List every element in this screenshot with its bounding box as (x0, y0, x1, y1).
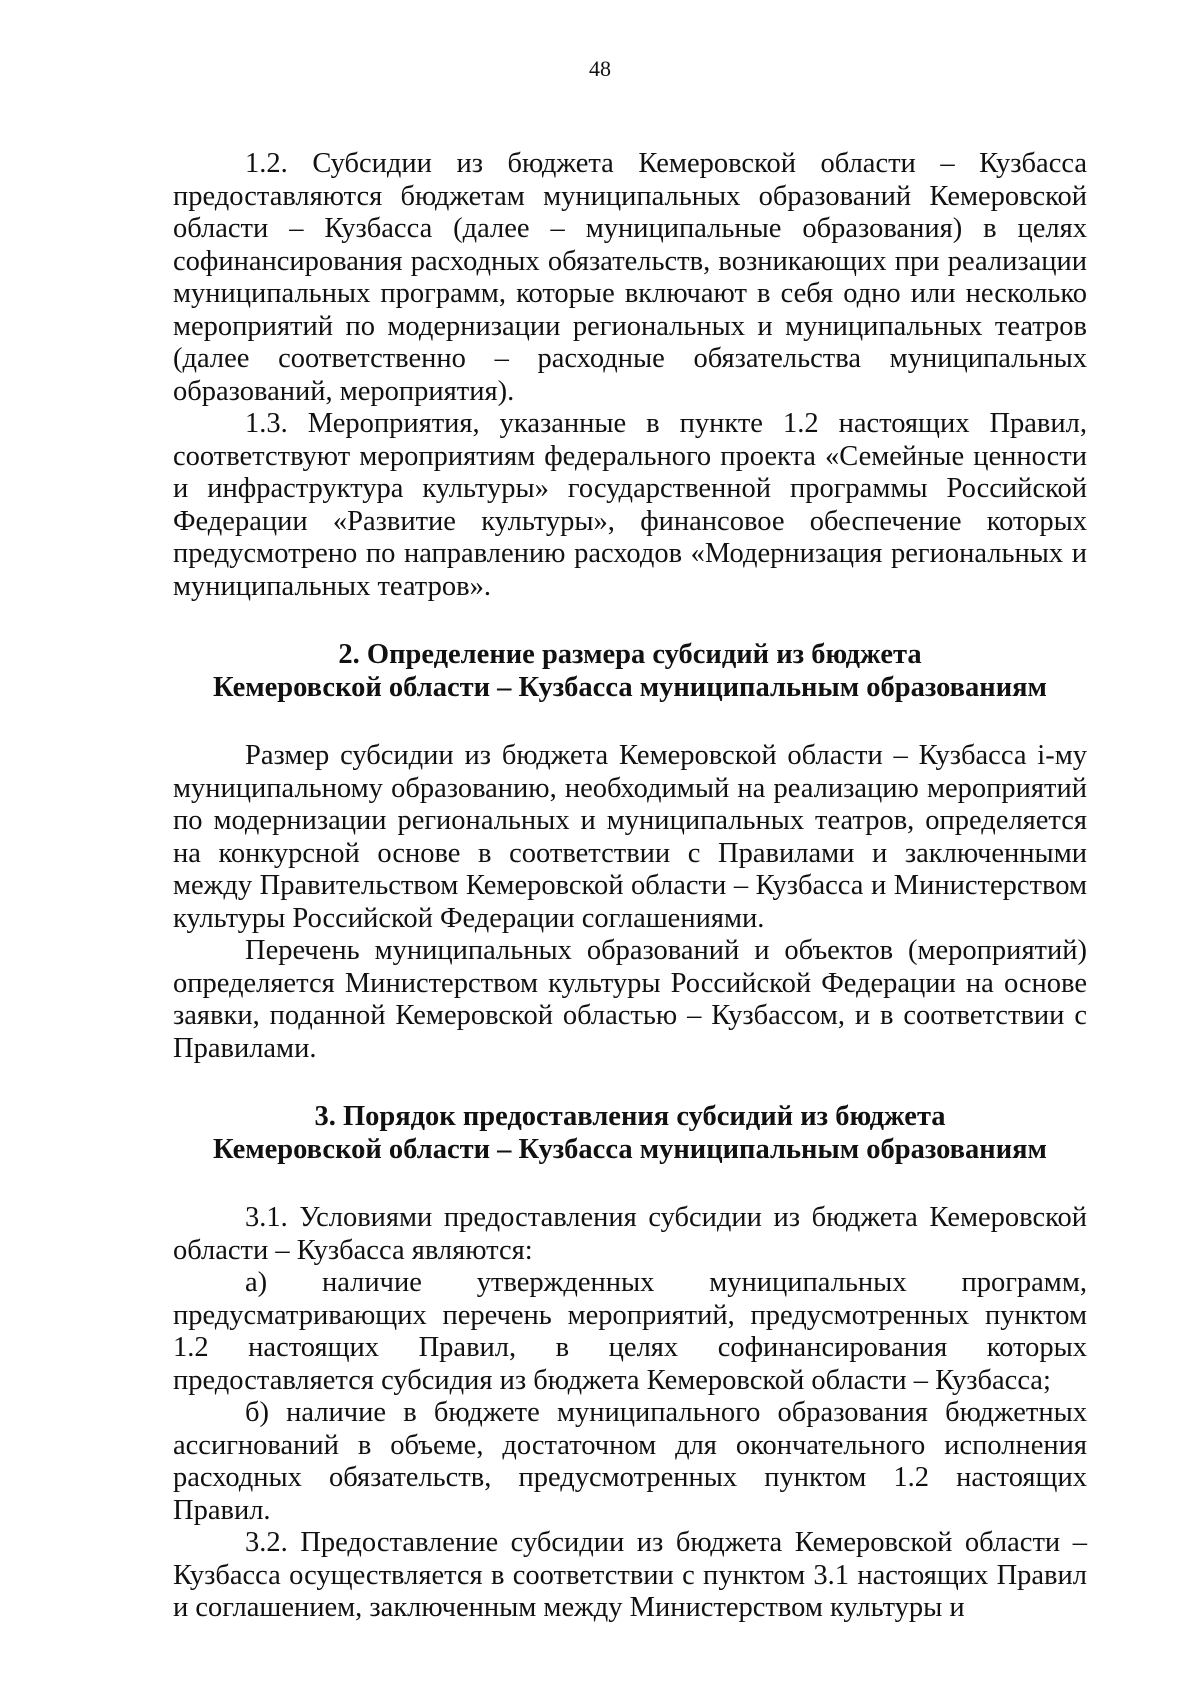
page-number: 48 (589, 56, 611, 81)
paragraph-2-1: Размер субсидии из бюджета Кемеровской области – Кузбасса i-му муниципальному образованию, необходимый на реализацию мероприятий по модернизации региональных и муниципальных театров, определяется на конкурсной основе в соответствии с Правилами и заключенными между Правительством Кемеровской области – Кузбасса и Министерством культуры Российской Федерации соглашениями. (173, 740, 1087, 934)
paragraph-1-3: 1.3. Мероприятия, указанные в пункте 1.2 настоящих Правил, соответствуют мероприятиям федерального проекта «Семейные ценности и инфраструктура культуры» государственной программы Российской Федерации «Развитие культуры», финансовое обеспечение которых предусмотрено по направлению расходов «Модернизация региональных и муниципальных театров». (173, 408, 1087, 602)
section-3-heading-line-1: 3. Порядок предоставления субсидий из бюджета (314, 1101, 946, 1132)
paragraph-3-1: 3.1. Условиями предоставления субсидии из бюджета Кемеровской области – Кузбасса являются: (173, 1202, 1087, 1266)
paragraph-3-1-b: б) наличие в бюджете муниципального образования бюджетных ассигнований в объеме, достаточном для окончательного исполнения расходных обязательств, предусмотренных пунктом 1.2 настоящих Правил. (173, 1397, 1087, 1526)
section-2-heading-line-2: Кемеровской области – Кузбасса муниципальным образованиям (213, 671, 1047, 703)
paragraph-3-1-a: а) наличие утвержденных муниципальных программ, предусматривающих перечень мероприятий, предусмотренных пунктом 1.2 настоящих Правил, в целях софинансирования которых предоставляется субсидия из бюджета Кемеровской области – Кузбасса; (173, 1267, 1087, 1396)
document-body (173, 148, 1087, 1625)
section-3-heading (173, 1101, 1087, 1166)
paragraph-1-2: 1.2. Субсидии из бюджета Кемеровской области – Кузбасса предоставляются бюджетам муниципальных образований Кемеровской области – Кузбасса (далее – муниципальные образования) в целях софинансирования расходных обязательств, возникающих при реализации муниципальных программ, которые включают в себя одно или несколько мероприятий по модернизации региональных и муниципальных театров (далее соответственно – расходные обязательства муниципальных образований, мероприятия). (173, 148, 1087, 407)
section-2-heading (173, 639, 1087, 704)
paragraph-2-2: Перечень муниципальных образований и объектов (мероприятий) определяется Министерством культуры Российской Федерации на основе заявки, поданной Кемеровской областью – Кузбассом, и в соответствии с Правилами. (173, 935, 1087, 1064)
paragraph-3-2: 3.2. Предоставление субсидии из бюджета Кемеровской области – Кузбасса осуществляется в соответствии с пунктом 3.1 настоящих Правил и соглашением, заключенным между Министерством культуры и (173, 1527, 1087, 1623)
section-3-heading-line-2: Кемеровской области – Кузбасса муниципальным образованиям (213, 1133, 1047, 1165)
section-2-heading-line-1: 2. Определение размера субсидий из бюджета (338, 639, 922, 670)
